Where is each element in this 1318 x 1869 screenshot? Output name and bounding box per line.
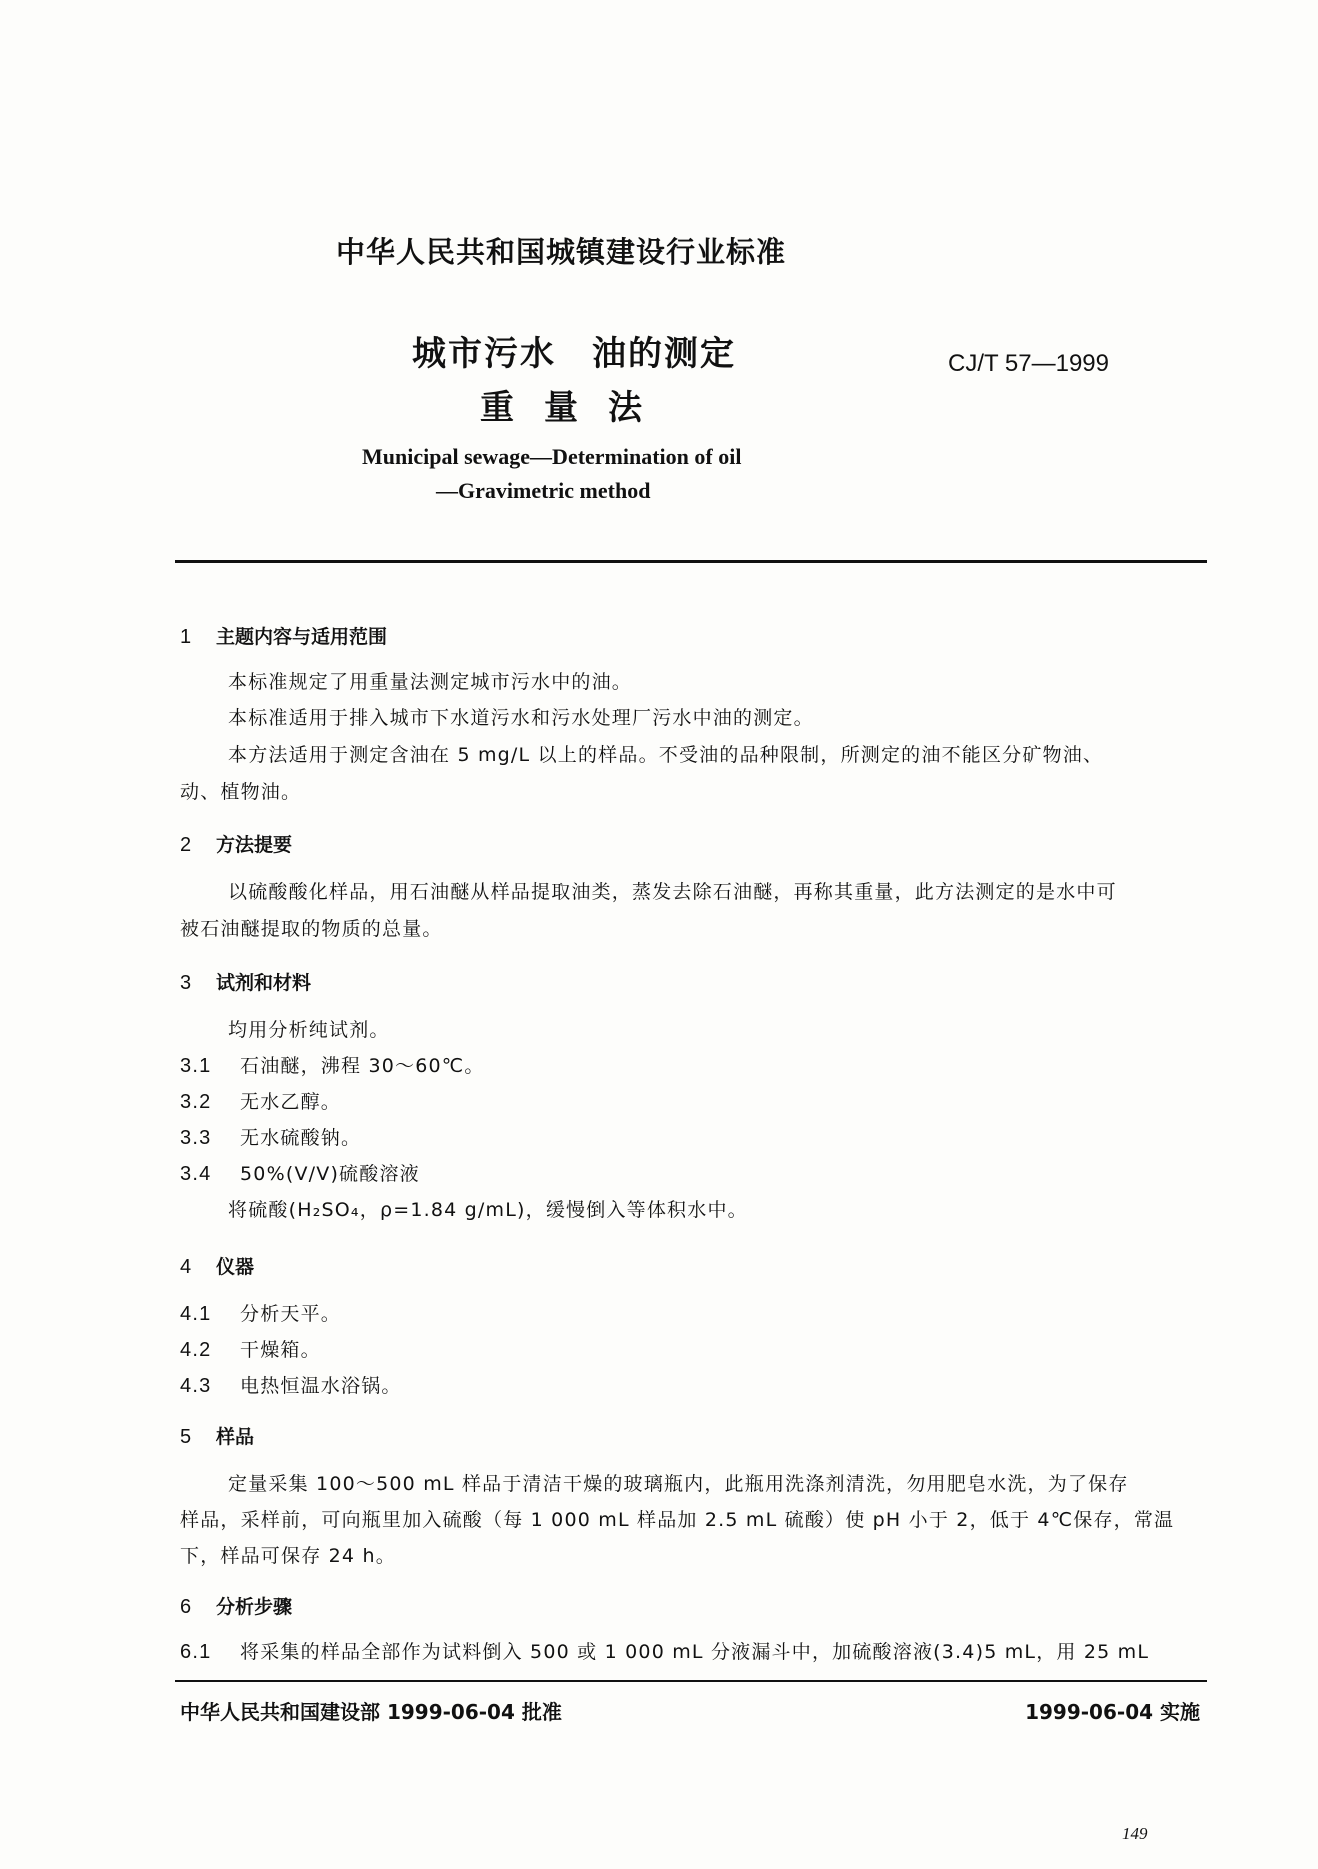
item-number: 3.1 bbox=[180, 1055, 212, 1077]
section-2-heading bbox=[180, 830, 292, 857]
paragraph: 均用分析纯试剂。 bbox=[228, 1019, 390, 1041]
list-item bbox=[180, 1084, 341, 1120]
item-text: 干燥箱。 bbox=[240, 1339, 321, 1361]
english-title-line-1: Municipal sewage—Determination of oil bbox=[362, 444, 742, 469]
section-title: 方法提要 bbox=[216, 834, 293, 856]
item-number: 6.1 bbox=[180, 1641, 212, 1663]
item-text: 无水乙醇。 bbox=[240, 1091, 342, 1113]
english-title-line-2: —Gravimetric method bbox=[436, 478, 651, 503]
top-divider bbox=[175, 560, 1207, 563]
section-number: 4 bbox=[180, 1256, 192, 1278]
section-number: 3 bbox=[180, 972, 192, 994]
section-6-heading bbox=[180, 1592, 292, 1619]
section-4-heading bbox=[180, 1252, 254, 1279]
section-5-heading bbox=[180, 1422, 254, 1449]
list-item bbox=[180, 1296, 341, 1332]
section-title: 样品 bbox=[216, 1426, 255, 1448]
document-title: 城市污水 油的测定 bbox=[412, 334, 736, 374]
document-subtitle: 重量法 bbox=[480, 388, 672, 428]
section-number: 2 bbox=[180, 834, 192, 856]
item-number: 4.1 bbox=[180, 1303, 212, 1325]
section-title: 仪器 bbox=[216, 1256, 255, 1278]
paragraph-continuation: 动、植物油。 bbox=[180, 781, 302, 803]
paragraph: 将硫酸(H₂SO₄，ρ=1.84 g/mL)，缓慢倒入等体积水中。 bbox=[228, 1199, 748, 1221]
item-text: 无水硫酸钠。 bbox=[240, 1127, 362, 1149]
item-number: 3.3 bbox=[180, 1127, 212, 1149]
item-text: 50%(V/V)硫酸溶液 bbox=[240, 1163, 420, 1185]
item-number: 4.3 bbox=[180, 1375, 212, 1397]
effective-date-line: 1999-06-04 实施 bbox=[1025, 1700, 1200, 1724]
paragraph-continuation: 下，样品可保存 24 h。 bbox=[180, 1545, 396, 1567]
item-text: 电热恒温水浴锅。 bbox=[240, 1375, 402, 1397]
item-number: 3.2 bbox=[180, 1091, 212, 1113]
paragraph: 定量采集 100～500 mL 样品于清洁干燥的玻璃瓶内，此瓶用洗涤剂清洗，勿用肥皂水洗，为了保存 bbox=[228, 1473, 1129, 1495]
paragraph-continuation: 样品，采样前，可向瓶里加入硫酸（每 1 000 mL 样品加 2.5 mL 硫酸）使 pH 小于 2，低于 4℃保存，常温 bbox=[180, 1509, 1175, 1531]
paragraph: 本方法适用于测定含油在 5 mg/L 以上的样品。不受油的品种限制，所测定的油不能区分矿物油、 bbox=[228, 744, 1104, 766]
list-item bbox=[180, 1156, 420, 1192]
standard-code: CJ/T 57—1999 bbox=[948, 350, 1109, 377]
section-number: 5 bbox=[180, 1426, 192, 1448]
section-title: 主题内容与适用范围 bbox=[216, 626, 388, 648]
approval-line: 中华人民共和国建设部 1999-06-04 批准 bbox=[180, 1700, 562, 1724]
item-text: 将采集的样品全部作为试料倒入 500 或 1 000 mL 分液漏斗中，加硫酸溶液(3.4)5 mL，用 25 mL bbox=[240, 1641, 1150, 1663]
paragraph: 本标准适用于排入城市下水道污水和污水处理厂污水中油的测定。 bbox=[228, 707, 814, 729]
paragraph: 本标准规定了用重量法测定城市污水中的油。 bbox=[228, 671, 633, 693]
paragraph-continuation: 被石油醚提取的物质的总量。 bbox=[180, 918, 443, 940]
page-number: 149 bbox=[1122, 1824, 1148, 1843]
list-item bbox=[180, 1120, 361, 1156]
issuing-body-title: 中华人民共和国城镇建设行业标准 bbox=[336, 235, 787, 269]
item-number: 3.4 bbox=[180, 1163, 212, 1185]
section-1-heading bbox=[180, 622, 387, 649]
section-title: 分析步骤 bbox=[216, 1596, 293, 1618]
section-number: 1 bbox=[180, 626, 192, 648]
item-text: 分析天平。 bbox=[240, 1303, 342, 1325]
section-number: 6 bbox=[180, 1596, 192, 1618]
list-item bbox=[180, 1368, 402, 1404]
item-text: 石油醚，沸程 30～60℃。 bbox=[240, 1055, 485, 1077]
list-item bbox=[180, 1634, 1149, 1670]
bottom-divider bbox=[175, 1680, 1207, 1682]
section-title: 试剂和材料 bbox=[216, 972, 312, 994]
item-number: 4.2 bbox=[180, 1339, 212, 1361]
paragraph: 以硫酸酸化样品，用石油醚从样品提取油类，蒸发去除石油醚，再称其重量，此方法测定的是水中可 bbox=[228, 881, 1117, 903]
list-item bbox=[180, 1048, 485, 1084]
section-3-heading bbox=[180, 968, 311, 995]
list-item bbox=[180, 1332, 321, 1368]
